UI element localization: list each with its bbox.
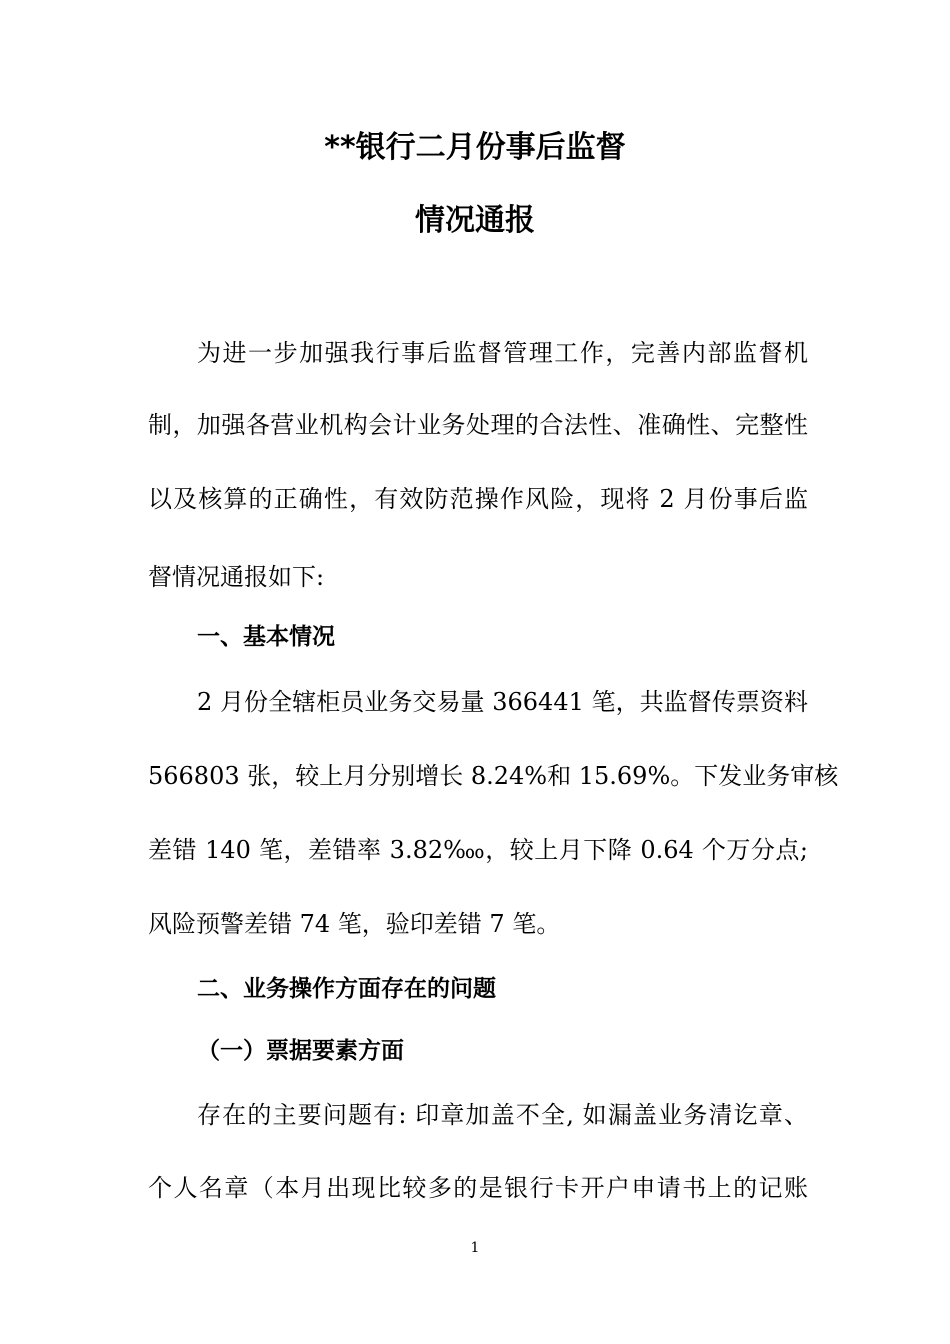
section1-paragraph-line-2: 566803 张，较上月分别增长 8.24%和 15.69%。下发业务审核 — [148, 762, 839, 790]
document-title-line-2: 情况通报 — [415, 203, 535, 238]
section-heading-basic-situation: 一、基本情况 — [197, 624, 335, 650]
intro-paragraph-line-1: 为进一步加强我行事后监督管理工作，完善内部监督机 — [197, 339, 808, 367]
document-title-line-1: **银行二月份事后监督 — [324, 130, 626, 165]
section1-paragraph-line-3: 差错 140 笔，差错率 3.82‱，较上月下降 0.64 个万分点; — [148, 836, 808, 864]
page-number: 1 — [470, 1240, 480, 1256]
section1-paragraph-line-1: 2 月份全辖柜员业务交易量 366441 笔，共监督传票资料 — [197, 688, 808, 716]
section1-paragraph-line-4: 风险预警差错 74 笔，验印差错 7 笔。 — [148, 910, 561, 938]
subsection-heading-bill-elements: （一）票据要素方面 — [197, 1038, 404, 1064]
section-heading-problems: 二、业务操作方面存在的问题 — [197, 976, 496, 1002]
subsection1-paragraph-line-2: 个人名章（本月出现比较多的是银行卡开户申请书上的记账 — [148, 1174, 808, 1202]
intro-paragraph-line-3: 以及核算的正确性，有效防范操作风险，现将 2 月份事后监 — [148, 485, 808, 513]
intro-paragraph-line-2: 制，加强各营业机构会计业务处理的合法性、准确性、完整性 — [148, 411, 808, 439]
intro-paragraph-line-4: 督情况通报如下: — [148, 563, 325, 591]
subsection1-paragraph-line-1: 存在的主要问题有: 印章加盖不全, 如漏盖业务清讫章、 — [197, 1101, 808, 1129]
